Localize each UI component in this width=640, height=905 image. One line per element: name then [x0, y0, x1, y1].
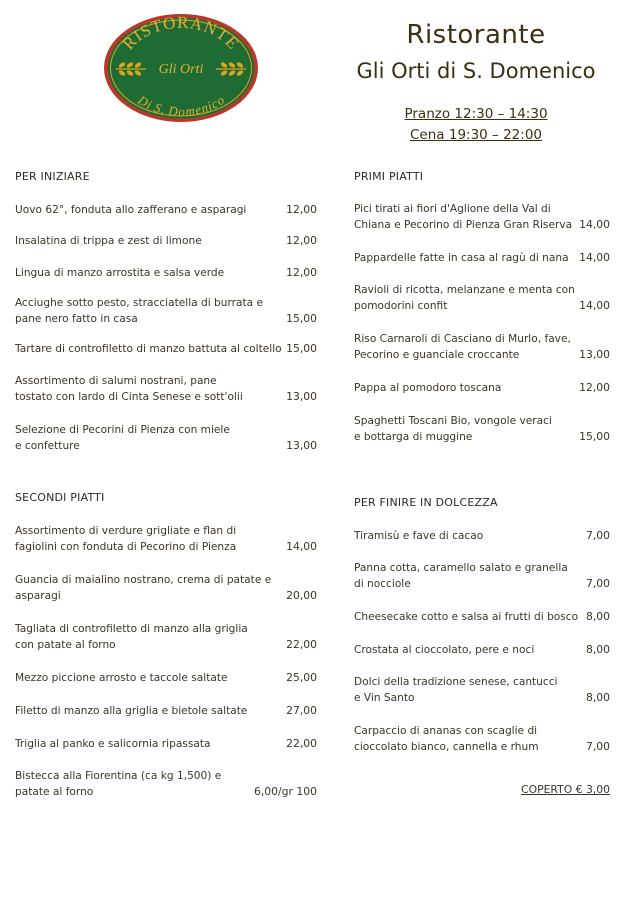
item-price: 13,00 [286, 439, 317, 453]
item-description: Guancia di maialino nostrano, crema di patate e asparagi [15, 574, 272, 603]
item-description: Tagliata di controfiletto di manzo alla griglia con patate al forno [15, 623, 248, 652]
section-title-secondi-piatti: SECONDI PIATTI [15, 491, 105, 504]
item-price: 6,00/gr 100 [253, 785, 317, 799]
item-price: 20,00 [286, 589, 317, 603]
item-price: 22,00 [286, 638, 317, 652]
item-description: Carpaccio di ananas con scaglie di cioccolato bianco, cannella e rhum [354, 725, 539, 754]
menu-item [354, 250, 610, 266]
logo-middle-text: Gli Orti [158, 62, 204, 77]
menu-item [15, 736, 317, 752]
item-description: Selezione di Pecorini di Pienza con miele e confetture [15, 424, 230, 453]
item-price: 14,00 [579, 251, 610, 264]
item-description: Insalatina di trippa e zest di limone [15, 235, 202, 247]
item-price: 15,00 [579, 430, 610, 444]
menu-item [354, 331, 610, 364]
item-description: Pappa al pomodoro toscana [354, 382, 502, 394]
item-description: Assortimento di salumi nostrani, pane tostato con lardo di Cinta Senese e sott'olii [15, 375, 243, 404]
item-price: 12,00 [286, 203, 317, 216]
item-description: Bistecca alla Fiorentina (ca kg 1,500) e patate al forno [15, 770, 222, 799]
cover-charge: COPERTO € 3,00 [521, 783, 610, 796]
item-description: Pappardelle fatte in casa al ragù di nana [354, 252, 569, 264]
item-price: 22,00 [286, 737, 317, 750]
item-price: 8,00 [585, 610, 610, 623]
menu-item [354, 528, 610, 544]
item-description: Panna cotta, caramello salato e granella di nocciole [354, 562, 568, 591]
lunch-hours: Pranzo 12:30 – 14:30 [404, 106, 548, 122]
item-description: Cheesecake cotto e salsa ai frutti di bosco [354, 611, 579, 623]
menu-item [15, 265, 317, 281]
logo-top-text: RISTORANTE [118, 12, 244, 54]
item-price: 14,00 [286, 540, 317, 554]
menu-item [15, 295, 317, 328]
item-price: 12,00 [286, 266, 317, 279]
menu-item [15, 670, 317, 686]
item-price: 12,00 [286, 234, 317, 247]
menu-item [354, 282, 610, 315]
menu-item [15, 621, 317, 654]
item-description: Spaghetti Toscani Bio, vongole veraci e bottarga di muggine [354, 415, 552, 444]
item-description: Mezzo piccione arrosto e taccole saltate [15, 672, 228, 684]
menu-item [354, 609, 610, 625]
item-price: 7,00 [585, 529, 610, 542]
item-price: 12,00 [579, 381, 610, 394]
restaurant-title: Ristorante [406, 20, 546, 50]
item-price: 7,00 [585, 577, 610, 591]
item-description: Tartare di controfiletto di manzo battuta al coltello [15, 343, 282, 355]
menu-item [15, 768, 317, 801]
menu-item [15, 373, 317, 406]
menu-item [354, 723, 610, 756]
item-price: 25,00 [286, 671, 317, 684]
item-price: 8,00 [585, 691, 610, 705]
menu-item [354, 380, 610, 396]
item-price: 15,00 [286, 312, 317, 326]
item-price: 13,00 [579, 348, 610, 362]
menu-item [15, 233, 317, 249]
item-description: Tiramisù e fave di cacao [354, 530, 484, 542]
item-description: Pici tirati ai fiori d'Aglione della Val di Chiana e Pecorino di Pienza Gran Riserva [354, 203, 573, 232]
restaurant-logo [102, 12, 260, 124]
item-price: 8,00 [585, 643, 610, 656]
menu-item [15, 572, 317, 605]
restaurant-subtitle: Gli Orti di S. Domenico [356, 59, 596, 83]
item-price: 14,00 [579, 299, 610, 313]
menu-item [15, 422, 317, 455]
item-price: 13,00 [286, 390, 317, 404]
section-title-primi-piatti: PRIMI PIATTI [354, 170, 424, 183]
menu-item [15, 202, 317, 218]
item-description: Crostata al cioccolato, pere e noci [354, 644, 535, 656]
item-price: 14,00 [579, 218, 610, 232]
item-price: 27,00 [286, 704, 317, 717]
restaurant-header [340, 18, 612, 146]
menu-item [354, 413, 610, 446]
menu-item [354, 560, 610, 593]
opening-hours [340, 104, 612, 146]
section-title-per-iniziare: PER INIZIARE [15, 170, 90, 183]
item-price: 15,00 [286, 342, 317, 355]
item-description: Lingua di manzo arrostita e salsa verde [15, 267, 225, 279]
menu-item [15, 703, 317, 719]
menu-item [354, 674, 610, 707]
menu-item [15, 523, 317, 556]
menu-item [15, 341, 317, 357]
item-price: 7,00 [585, 740, 610, 754]
menu-item [354, 642, 610, 658]
item-description: Triglia al panko e salicornia ripassata [15, 738, 211, 750]
item-description: Dolci della tradizione senese, cantucci e Vin Santo [354, 676, 558, 705]
item-description: Ravioli di ricotta, melanzane e menta con pomodorini confit [354, 284, 575, 313]
logo-bottom-text: Di S. Domenico [135, 92, 227, 119]
dinner-hours: Cena 19:30 – 22:00 [410, 127, 542, 143]
item-description: Riso Carnaroli di Casciano di Murlo, fave, Pecorino e guanciale croccante [354, 333, 571, 362]
item-description: Filetto di manzo alla griglia e bietole saltate [15, 705, 248, 717]
item-description: Uovo 62°, fonduta allo zafferano e asparagi [15, 204, 247, 216]
item-description: Assortimento di verdure grigliate e flan di fagiolini con fonduta di Pecorino di Pienza [15, 525, 237, 554]
section-title-dolci: PER FINIRE IN DOLCEZZA [354, 496, 498, 509]
menu-item [354, 201, 610, 234]
item-description: Acciughe sotto pesto, stracciatella di burrata e pane nero fatto in casa [15, 297, 264, 326]
